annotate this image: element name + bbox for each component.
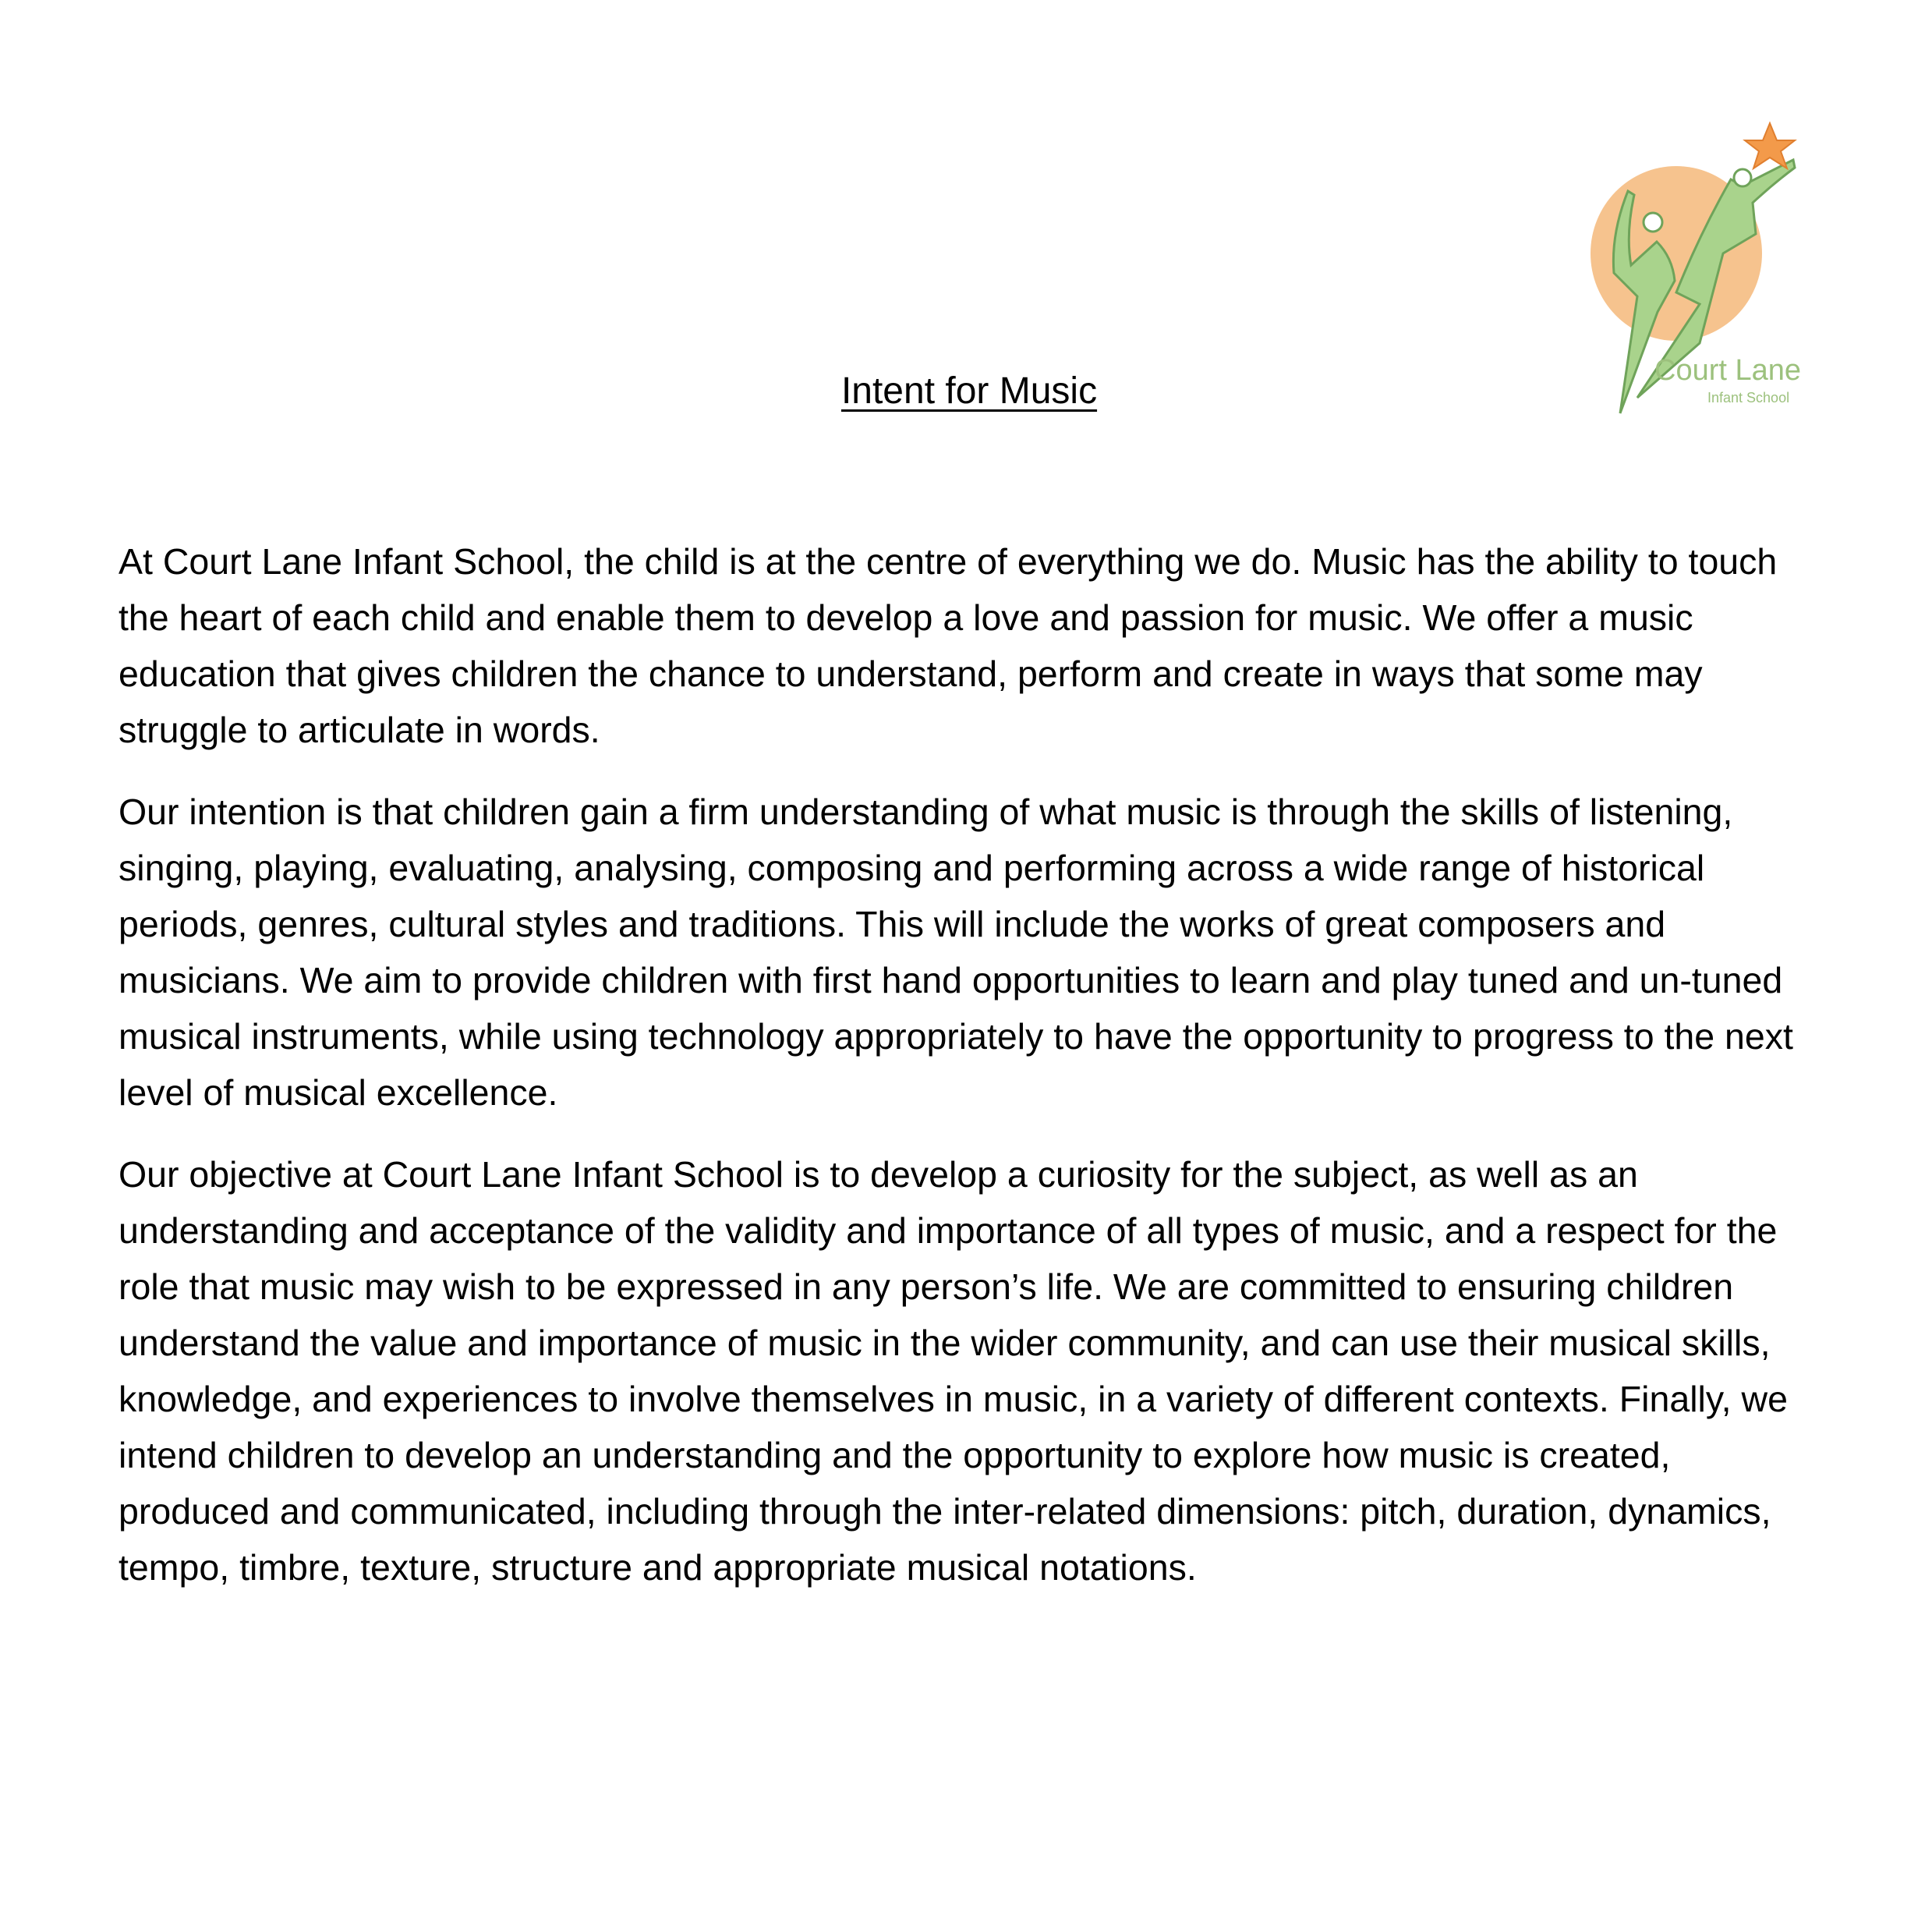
page-title <box>0 368 1932 415</box>
document-body <box>119 533 1818 1621</box>
paragraph-objective: Our objective at Court Lane Infant School is to develop a curiosity for the subject, as well as an understanding and acceptance of the validity and importance of all types of music, and a respect for the role that music may wish to be expressed in any person’s life. We are committed to ensuring children understand the value and importance of music in the wider community, and can use their musical skills, knowledge, and experiences to involve themselves in music, in a variety of different contexts. Finally, we intend children to develop an understanding and the opportunity to explore how music is created, produced and communicated, including through the inter-related dimensions: pitch, duration, dynamics, tempo, timbre, texture, structure and appropriate musical notations. <box>119 1154 1788 1588</box>
logo-school-name: Court Lane <box>1654 354 1802 387</box>
logo-school-type: Infant School <box>1707 390 1790 405</box>
left-figure-head <box>1644 213 1662 232</box>
paragraph-intro: At Court Lane Infant School, the child is at the centre of everything we do. Music has the ability to touch the heart of each child and enable them to develop a love and passion for music. We offer a music education that gives children the chance to understand, perform and create in ways that some may struggle to articulate in words. <box>119 541 1778 750</box>
right-figure-head <box>1734 169 1751 186</box>
paragraph-intention: Our intention is that children gain a firm understanding of what music is through the skills of listening, singing, playing, evaluating, analysing, composing and performing across a wide range of historical periods, genres, cultural styles and traditions. This will include the works of great composers and musicians. We aim to provide children with first hand opportunities to learn and play tuned and un-tuned musical instruments, while using technology appropriately to have the opportunity to progress to the next level of musical excellence. <box>119 792 1793 1113</box>
page-title-text: Intent for Music <box>840 370 1098 412</box>
